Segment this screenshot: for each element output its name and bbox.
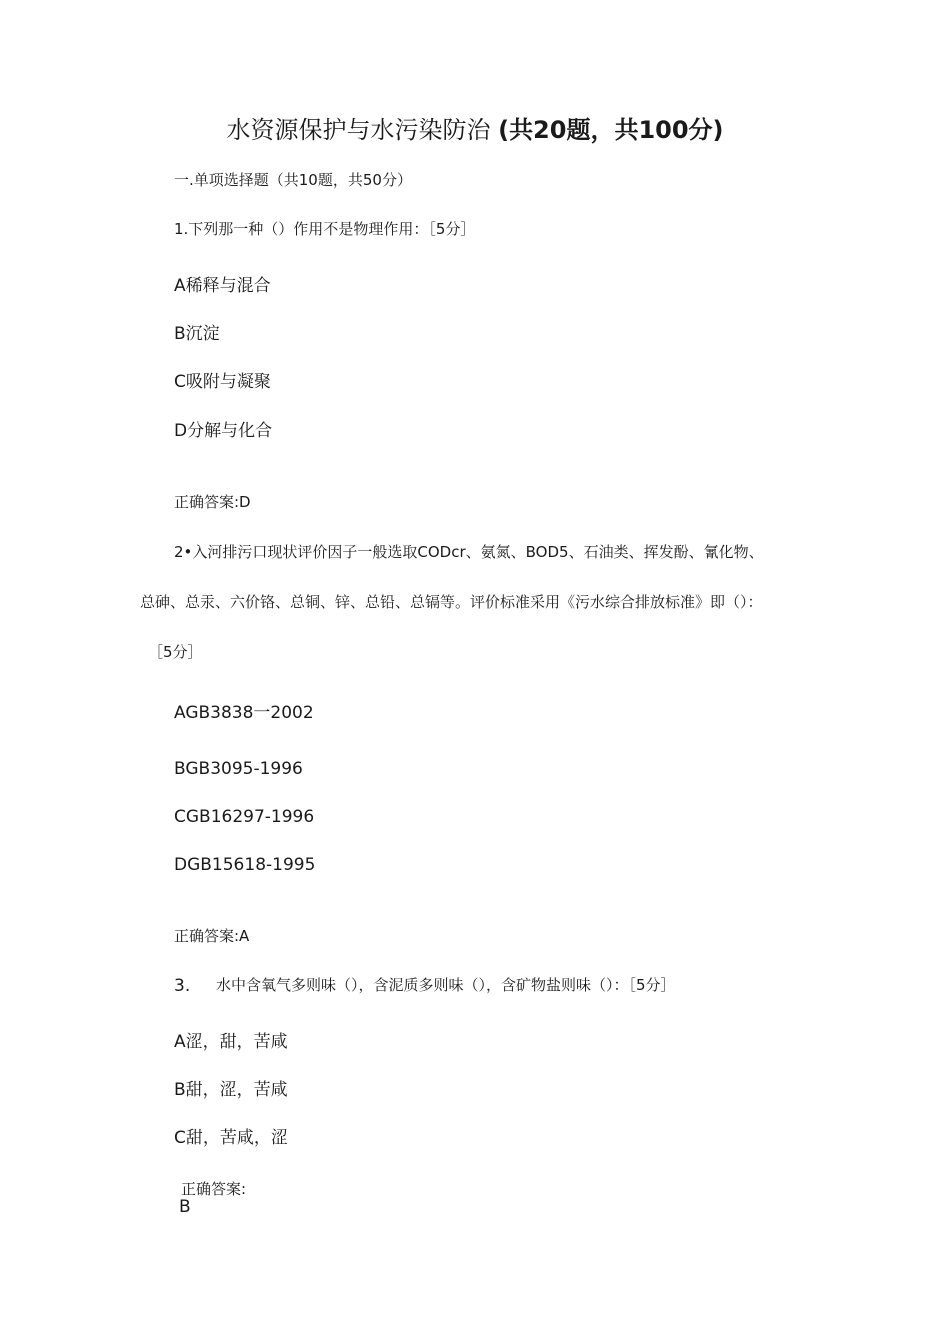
question-2-option-c: CGB16297-1996 xyxy=(174,807,315,827)
question-3-number: 3. xyxy=(174,976,191,996)
question-3-option-a: A涩，甜，苦咸 xyxy=(174,1032,288,1052)
question-2-text-line-2: 总砷、总汞、六价铬、总铜、锌、总铅、总镉等。评价标准采用《污水综合排放标准》即（）： xyxy=(140,593,763,611)
question-2-option-d: DGB15618-1995 xyxy=(174,855,316,875)
question-3-option-c: C甜，苦咸，涩 xyxy=(174,1128,288,1148)
question-2-text-line-3: ［5分］ xyxy=(148,643,203,661)
question-1-option-b: B沉淀 xyxy=(174,324,220,344)
question-3-answer-value: B xyxy=(179,1197,191,1217)
question-3-option-b: B甜，涩，苦咸 xyxy=(174,1080,288,1100)
question-2-option-b: BGB3095-1996 xyxy=(174,759,303,779)
section-heading: 一.单项选择题（共10题，共50分） xyxy=(174,171,412,189)
question-3-answer-label: 正确答案: xyxy=(181,1180,247,1198)
title-note: (共20题，共100分) xyxy=(498,116,724,144)
question-2-answer: 正确答案:A xyxy=(174,927,250,945)
question-1-option-a: A稀释与混合 xyxy=(174,276,271,296)
question-2-text-line-1: 2•入河排污口现状评价因子一般选取CODcr、氨氮、BOD5、石油类、挥发酚、氰化物、 xyxy=(174,543,764,561)
question-3-text: 水中含氧气多则味（），含泥质多则味（），含矿物盐则味（）：［5分］ xyxy=(216,976,676,994)
question-1-option-d: D分解与化合 xyxy=(174,421,273,441)
document-title xyxy=(0,118,950,142)
question-1-option-c: C吸附与凝聚 xyxy=(174,372,271,392)
title-main: 水资源保护与水污染防治 xyxy=(226,116,491,144)
question-1-answer: 正确答案:D xyxy=(174,493,251,511)
question-2-option-a: AGB3838一2002 xyxy=(174,703,314,723)
question-1-text: 1.下列那一种（）作用不是物理作用：［5分］ xyxy=(174,220,476,238)
